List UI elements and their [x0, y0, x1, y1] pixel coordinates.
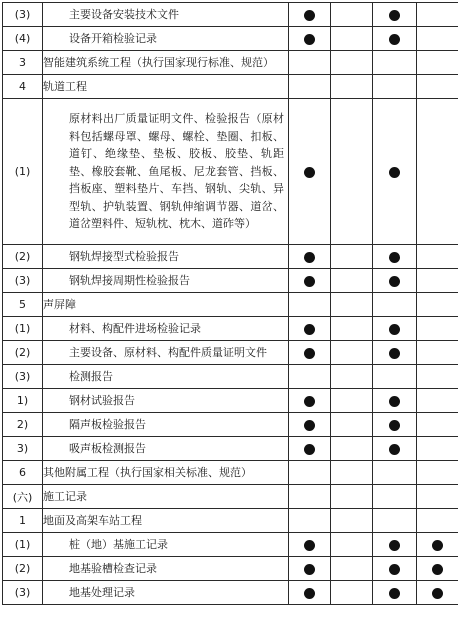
filled-circle-icon	[432, 588, 443, 599]
mark-cell	[289, 99, 331, 245]
row-description: 原材料出厂质量证明文件、检验报告（原材料包括螺母罩、螺母、螺栓、垫圈、扣板、道钉、绝缘垫、垫板、胶板、胶垫、轨距垫、橡胶套靴、鱼尾板、尼龙套管、挡板、挡板座、塑料垫片、车挡、钢轨、尖轨、异型轨、护轨装置、钢轨伸缩调节器、道岔、道岔塑料件、短轨枕、枕木、道砟等）	[43, 99, 289, 245]
mark-cell	[331, 293, 373, 317]
mark-cell	[373, 437, 417, 461]
mark-cell	[331, 557, 373, 581]
filled-circle-icon	[389, 588, 400, 599]
filled-circle-icon	[304, 324, 315, 335]
filled-circle-icon	[304, 10, 315, 21]
filled-circle-icon	[389, 167, 400, 178]
filled-circle-icon	[389, 564, 400, 575]
table-row	[3, 293, 458, 317]
mark-cell	[373, 413, 417, 437]
mark-cell	[331, 317, 373, 341]
filled-circle-icon	[304, 34, 315, 45]
mark-cell	[417, 533, 458, 557]
row-description: 地基验槽检查记录	[43, 557, 289, 581]
filled-circle-icon	[304, 588, 315, 599]
mark-cell	[331, 341, 373, 365]
mark-cell	[331, 3, 373, 27]
mark-cell	[417, 509, 458, 533]
filled-circle-icon	[389, 540, 400, 551]
row-number: (3)	[3, 365, 43, 389]
table-row	[3, 485, 458, 509]
filled-circle-icon	[304, 276, 315, 287]
mark-cell	[289, 437, 331, 461]
table-row	[3, 341, 458, 365]
mark-cell	[331, 27, 373, 51]
mark-cell	[289, 365, 331, 389]
row-number: 6	[3, 461, 43, 485]
row-description: 检测报告	[43, 365, 289, 389]
row-description: 地基处理记录	[43, 581, 289, 605]
mark-cell	[373, 461, 417, 485]
table-row	[3, 51, 458, 75]
filled-circle-icon	[389, 252, 400, 263]
mark-cell	[373, 245, 417, 269]
mark-cell	[417, 461, 458, 485]
mark-cell	[417, 27, 458, 51]
mark-cell	[289, 509, 331, 533]
mark-cell	[289, 341, 331, 365]
filled-circle-icon	[304, 420, 315, 431]
mark-cell	[289, 245, 331, 269]
row-number: 2)	[3, 413, 43, 437]
mark-cell	[289, 75, 331, 99]
table-body	[3, 3, 458, 605]
document-page	[2, 2, 458, 605]
mark-cell	[331, 437, 373, 461]
row-description: 主要设备安装技术文件	[43, 3, 289, 27]
mark-cell	[331, 51, 373, 75]
mark-cell	[331, 485, 373, 509]
row-number: (1)	[3, 317, 43, 341]
mark-cell	[417, 317, 458, 341]
row-number: (2)	[3, 341, 43, 365]
table-row	[3, 437, 458, 461]
row-description: 声屏障	[43, 293, 289, 317]
row-description: 地面及高架车站工程	[43, 509, 289, 533]
mark-cell	[373, 293, 417, 317]
mark-cell	[373, 269, 417, 293]
mark-cell	[331, 245, 373, 269]
mark-cell	[373, 485, 417, 509]
mark-cell	[331, 461, 373, 485]
filled-circle-icon	[304, 540, 315, 551]
mark-cell	[417, 3, 458, 27]
filled-circle-icon	[304, 396, 315, 407]
mark-cell	[417, 437, 458, 461]
table-row	[3, 533, 458, 557]
row-number: (3)	[3, 581, 43, 605]
mark-cell	[373, 581, 417, 605]
mark-cell	[289, 293, 331, 317]
mark-cell	[373, 51, 417, 75]
mark-cell	[373, 365, 417, 389]
mark-cell	[331, 99, 373, 245]
filled-circle-icon	[389, 348, 400, 359]
row-description: 其他附属工程（执行国家相关标准、规范）	[43, 461, 289, 485]
row-number: 3	[3, 51, 43, 75]
mark-cell	[373, 99, 417, 245]
table-row	[3, 75, 458, 99]
table-row	[3, 581, 458, 605]
row-description: 材料、构配件进场检验记录	[43, 317, 289, 341]
mark-cell	[289, 27, 331, 51]
mark-cell	[417, 389, 458, 413]
mark-cell	[331, 413, 373, 437]
mark-cell	[417, 413, 458, 437]
mark-cell	[331, 365, 373, 389]
mark-cell	[417, 557, 458, 581]
mark-cell	[373, 317, 417, 341]
mark-cell	[417, 365, 458, 389]
mark-cell	[289, 413, 331, 437]
mark-cell	[289, 51, 331, 75]
filled-circle-icon	[389, 444, 400, 455]
filled-circle-icon	[432, 540, 443, 551]
row-number: (3)	[3, 269, 43, 293]
row-description: 轨道工程	[43, 75, 289, 99]
mark-cell	[417, 485, 458, 509]
filled-circle-icon	[389, 10, 400, 21]
table-row	[3, 509, 458, 533]
mark-cell	[331, 533, 373, 557]
mark-cell	[417, 269, 458, 293]
archive-table	[2, 2, 458, 605]
mark-cell	[289, 581, 331, 605]
row-number: (1)	[3, 533, 43, 557]
row-description: 桩（地）基施工记录	[43, 533, 289, 557]
mark-cell	[373, 3, 417, 27]
filled-circle-icon	[304, 564, 315, 575]
row-number: 4	[3, 75, 43, 99]
mark-cell	[289, 317, 331, 341]
table-row	[3, 269, 458, 293]
mark-cell	[417, 245, 458, 269]
mark-cell	[417, 293, 458, 317]
mark-cell	[289, 269, 331, 293]
filled-circle-icon	[304, 444, 315, 455]
mark-cell	[331, 269, 373, 293]
filled-circle-icon	[304, 167, 315, 178]
table-row	[3, 99, 458, 245]
table-row	[3, 27, 458, 51]
mark-cell	[289, 485, 331, 509]
row-number: (1)	[3, 99, 43, 245]
table-row	[3, 365, 458, 389]
table-row	[3, 317, 458, 341]
mark-cell	[417, 581, 458, 605]
table-row	[3, 413, 458, 437]
row-description: 钢轨焊接周期性检验报告	[43, 269, 289, 293]
filled-circle-icon	[389, 34, 400, 45]
filled-circle-icon	[389, 276, 400, 287]
table-row	[3, 461, 458, 485]
filled-circle-icon	[304, 348, 315, 359]
table-row	[3, 389, 458, 413]
mark-cell	[417, 51, 458, 75]
table-row	[3, 245, 458, 269]
mark-cell	[373, 341, 417, 365]
mark-cell	[289, 533, 331, 557]
mark-cell	[289, 461, 331, 485]
mark-cell	[373, 533, 417, 557]
row-description: 钢轨焊接型式检验报告	[43, 245, 289, 269]
row-description: 钢材试验报告	[43, 389, 289, 413]
mark-cell	[331, 389, 373, 413]
row-description: 主要设备、原材料、构配件质量证明文件	[43, 341, 289, 365]
mark-cell	[373, 509, 417, 533]
mark-cell	[373, 27, 417, 51]
mark-cell	[289, 3, 331, 27]
mark-cell	[373, 557, 417, 581]
row-number: 1)	[3, 389, 43, 413]
mark-cell	[417, 341, 458, 365]
row-number: (2)	[3, 245, 43, 269]
mark-cell	[331, 509, 373, 533]
row-description: 隔声板检验报告	[43, 413, 289, 437]
mark-cell	[373, 389, 417, 413]
table-row	[3, 3, 458, 27]
row-description: 设备开箱检验记录	[43, 27, 289, 51]
mark-cell	[331, 75, 373, 99]
row-number: (3)	[3, 3, 43, 27]
table-row	[3, 557, 458, 581]
mark-cell	[417, 75, 458, 99]
row-number: 5	[3, 293, 43, 317]
row-description: 智能建筑系统工程（执行国家现行标准、规范）	[43, 51, 289, 75]
mark-cell	[373, 75, 417, 99]
mark-cell	[289, 389, 331, 413]
filled-circle-icon	[389, 420, 400, 431]
row-number: (4)	[3, 27, 43, 51]
row-number: 1	[3, 509, 43, 533]
mark-cell	[289, 557, 331, 581]
mark-cell	[417, 99, 458, 245]
filled-circle-icon	[389, 396, 400, 407]
row-number: 3)	[3, 437, 43, 461]
row-description: 吸声板检测报告	[43, 437, 289, 461]
filled-circle-icon	[432, 564, 443, 575]
row-number: (六)	[3, 485, 43, 509]
filled-circle-icon	[389, 324, 400, 335]
mark-cell	[331, 581, 373, 605]
filled-circle-icon	[304, 252, 315, 263]
row-number: (2)	[3, 557, 43, 581]
row-description: 施工记录	[43, 485, 289, 509]
